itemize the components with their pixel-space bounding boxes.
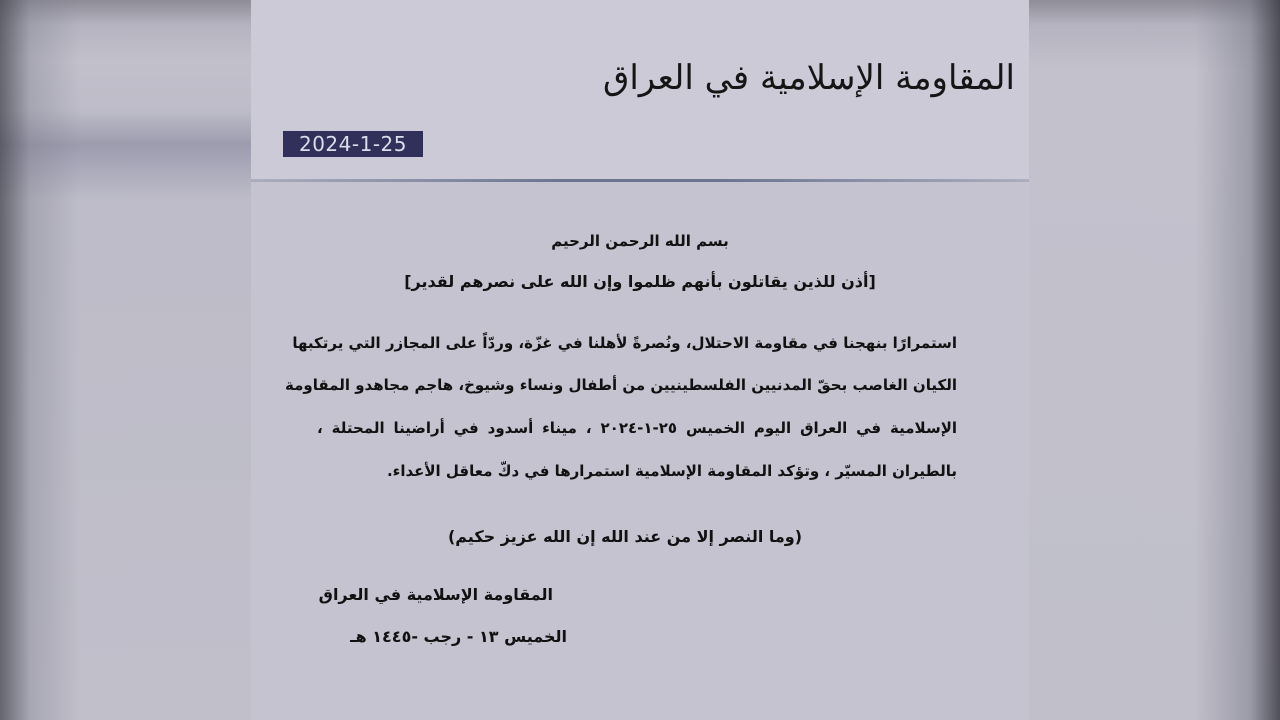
- date-badge: 2024-1-25: [283, 131, 423, 157]
- body-line-1: استمرارًا بنهجنا في مقاومة الاحتلال، ونُصرةً لأهلنا في غزّة، وردّاً على المجازر التي يرتكبها: [292, 334, 957, 352]
- body-line-4: بالطيران المسيّر ، وتؤكد المقاومة الإسلامية استمرارها في دكّ معاقل الأعداء.: [386, 462, 957, 480]
- header-divider: [251, 179, 1029, 182]
- document-header: [251, 0, 1029, 180]
- closing-verse: (وما النصر إلا من عند الله إن الله عزيز حكيم): [447, 527, 803, 546]
- organization-logo-text: المقاومة الإسلامية في العراق: [602, 58, 1015, 98]
- statement-document: [251, 0, 1029, 720]
- basmala: بسم الله الرحمن الرحيم: [551, 232, 729, 250]
- signature-organization: المقاومة الإسلامية في العراق: [318, 585, 553, 604]
- opening-verse: [أذن للذين يقاتلون بأنهم ظلموا وإن الله على نصرهم لقدير]: [404, 272, 876, 291]
- blurred-background-left: [0, 0, 251, 720]
- signature-hijri-date: الخميس ١٣ - رجب -١٤٤٥ هـ: [350, 627, 567, 646]
- body-line-3: الإسلامية في العراق اليوم الخميس ٢٥-١-٢٠٢٤ ، ميناء أسدود في أراضينا المحتلة ،: [317, 419, 958, 437]
- body-line-2: الكيان الغاصب بحقّ المدنيين الفلسطينيين من أطفال ونساء وشيوخ، هاجم مجاهدو المقاومة: [285, 376, 957, 394]
- blurred-background-right: [1029, 0, 1280, 720]
